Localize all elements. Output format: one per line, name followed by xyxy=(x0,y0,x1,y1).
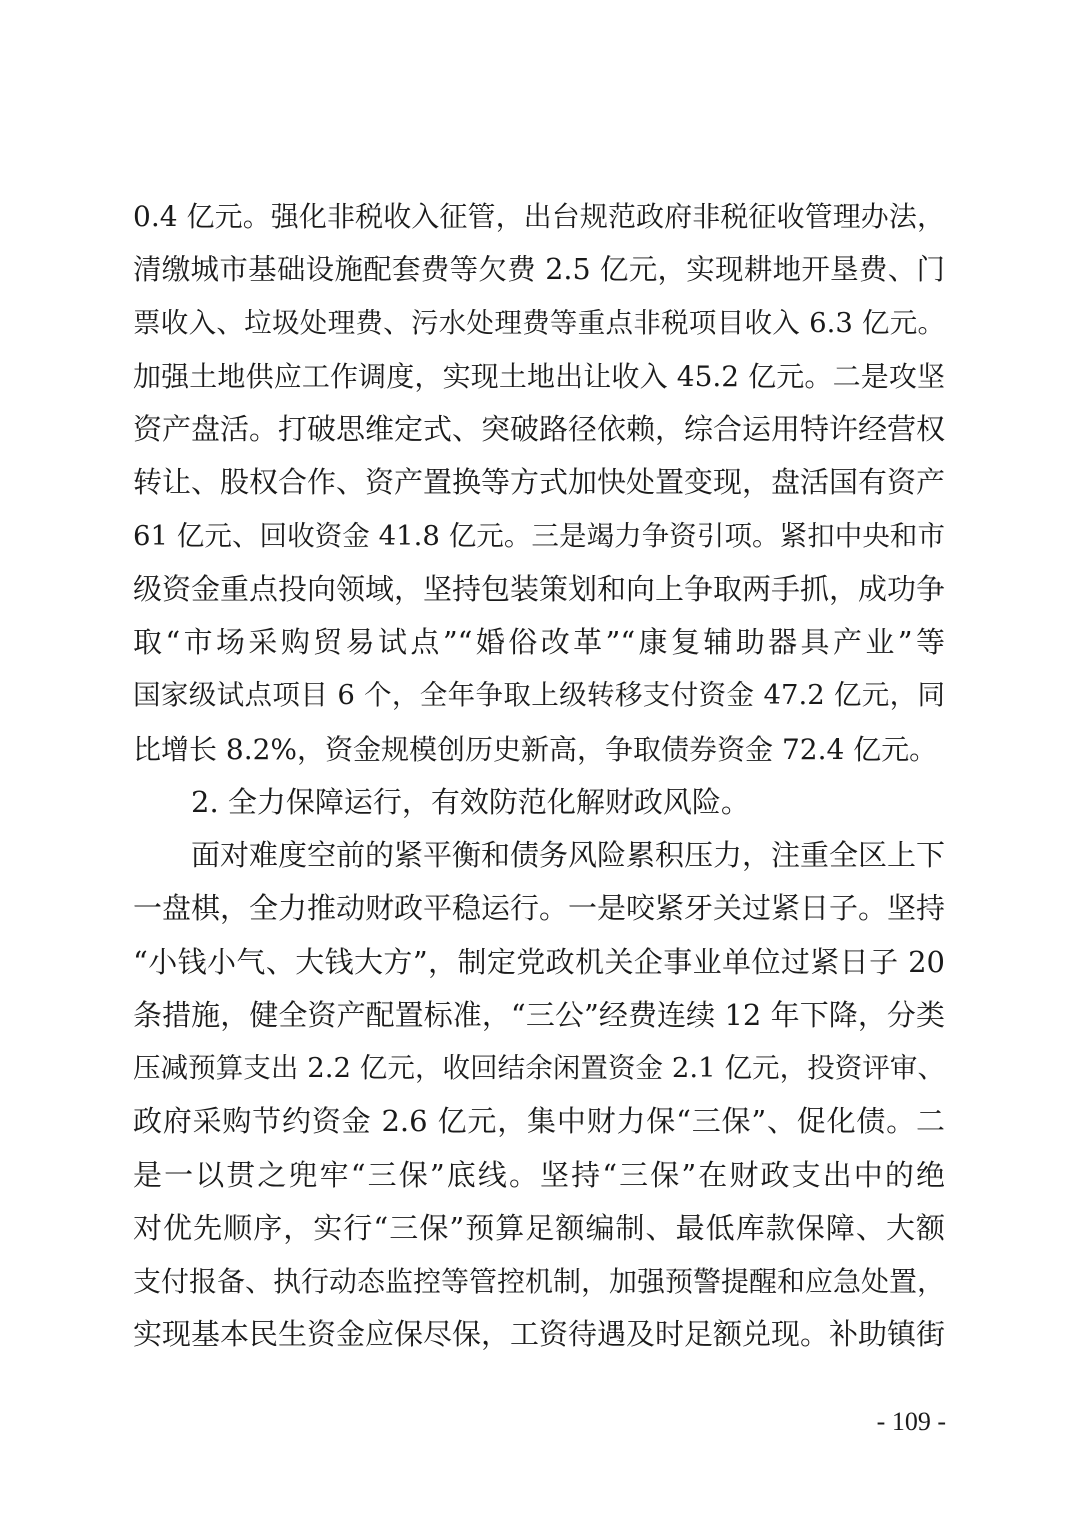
text-line: 支付报备、执行动态监控等管控机制，加强预警提醒和应急处置， xyxy=(133,1265,946,1298)
text-line: 对优先顺序，实行“三保”预算足额编制、最低库款保障、大额 xyxy=(133,1210,945,1245)
text-line: 取“市场采购贸易试点”“婚俗改革”“康复辅助器具产业”等 xyxy=(133,625,945,659)
text-line: 国家级试点项目 6 个，全年争取上级转移支付资金 47.2 亿元，同 xyxy=(133,679,945,712)
text-line: 清缴城市基础设施配套费等欠费 2.5 亿元，实现耕地开垦费、门 xyxy=(133,253,945,287)
paragraph-first-line: 面对难度空前的紧平衡和债务风险累积压力，注重全区上下 xyxy=(191,838,946,872)
text-line: 资产盘活。打破思维定式、突破路径依赖，综合运用特许经营权 xyxy=(133,412,946,446)
text-line: “小钱小气、大钱大方”，制定党政机关企事业单位过紧日子 20 xyxy=(133,944,945,979)
text-line: 实现基本民生资金应保尽保，工资待遇及时足额兑现。补助镇街 xyxy=(133,1317,946,1352)
text-line: 转让、股权合作、资产置换等方式加快处置变现，盘活国有资产 xyxy=(133,465,946,500)
document-body xyxy=(133,190,945,1362)
text-line: 一盘棋，全力推动财政平稳运行。一是咬紧牙关过紧日子。坚持 xyxy=(133,891,946,926)
text-line: 加强土地供应工作调度，实现土地出让收入 45.2 亿元。二是攻坚 xyxy=(133,359,945,393)
paragraph-last-line: 比增长 8.2%，资金规模创历史新高，争取债券资金 72.4 亿元。 xyxy=(133,732,938,766)
text-line: 政府采购节约资金 2.6 亿元，集中财力保“三保”、促化债。二 xyxy=(133,1104,945,1139)
text-line: 61 亿元、回收资金 41.8 亿元。三是竭力争资引项。紧扣中央和市 xyxy=(133,519,945,552)
section-heading: 2. 全力保障运行，有效防范化解财政风险。 xyxy=(191,784,750,819)
page-number: - 109 - xyxy=(876,1407,946,1436)
text-line: 级资金重点投向领域，坚持包装策划和向上争取两手抓，成功争 xyxy=(133,571,946,606)
text-line: 条措施，健全资产配置标准，“三公”经费连续 12 年下降，分类 xyxy=(133,997,945,1032)
text-line: 压减预算支出 2.2 亿元，收回结余闲置资金 2.1 亿元，投资评审、 xyxy=(133,1052,945,1084)
text-line: 票收入、垃圾处理费、污水处理费等重点非税项目收入 6.3 亿元。 xyxy=(133,306,945,339)
text-line: 0.4 亿元。强化非税收入征管，出台规范政府非税征收管理办法， xyxy=(133,200,945,233)
text-line: 是一以贯之兜牢“三保”底线。坚持“三保”在财政支出中的绝 xyxy=(133,1157,945,1192)
